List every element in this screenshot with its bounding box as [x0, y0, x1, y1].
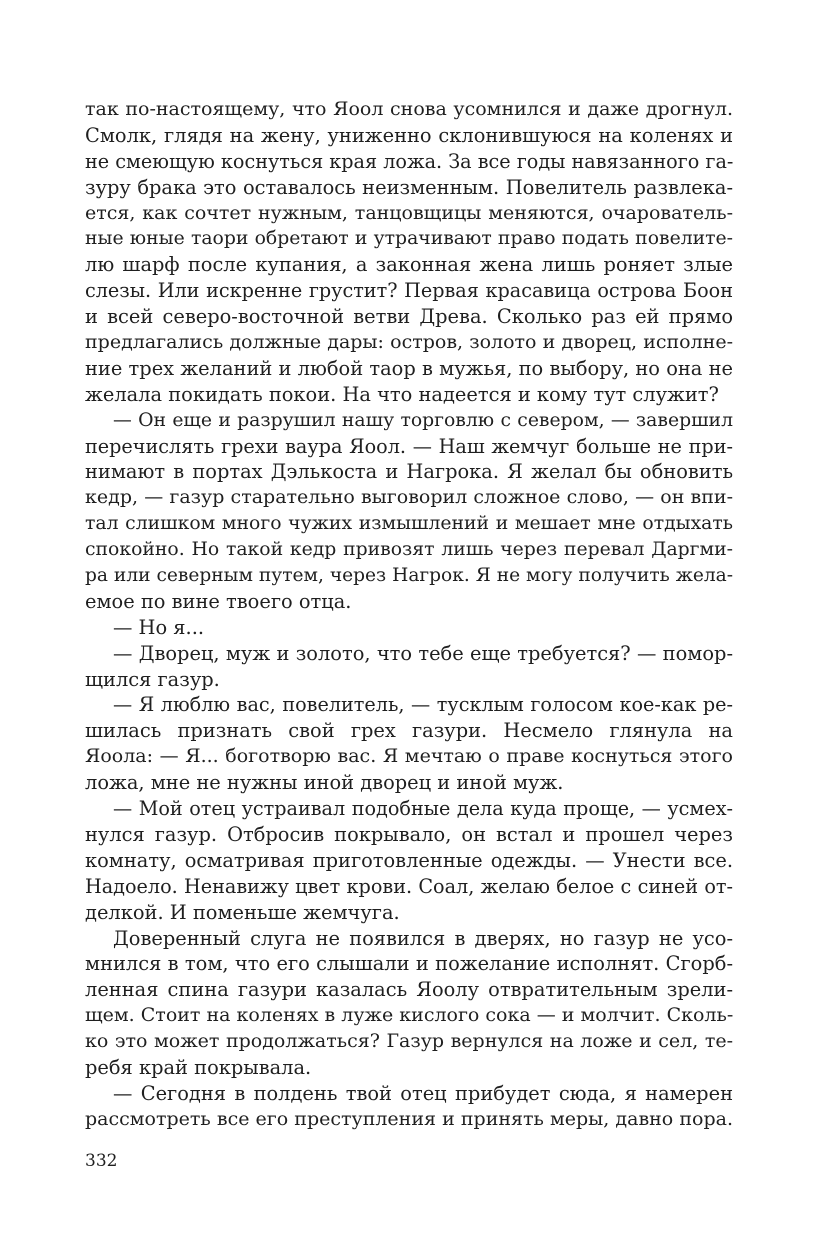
text-line: — Дворец, муж и золото, что тебе еще требуется? — помор- [113, 641, 733, 665]
text-line: ребя край покрывала. [85, 1055, 312, 1079]
text-line: не смеющую коснуться края ложа. За все годы навязанного га- [85, 149, 734, 173]
text-line: лю шарф после купания, а законная жена лишь роняет злые [85, 253, 733, 277]
text-line: ется, как сочтет нужным, танцовщицы меняются, очарователь- [85, 201, 733, 224]
text-line: мнился в том, что его слышали и пожелание исполнят. Сгорб- [85, 952, 733, 976]
text-line: предлагались должные дары: остров, золото и дворец, исполне- [85, 331, 733, 354]
text-line: — Но я... [113, 615, 205, 639]
text-line: спокойно. Но такой кедр привозят лишь через перевал Даргми- [85, 539, 733, 561]
text-line: щился газур. [85, 667, 220, 691]
text-line: щем. Стоит на коленях в луже кислого сока — и молчит. Сколь- [85, 1004, 734, 1027]
text-line: и всей северо-восточной ветви Древа. Сколько раз ей прямо [85, 305, 733, 329]
text-line: так по-настоящему, что Яоол снова усомнился и даже дрогнул. [85, 98, 733, 120]
text-line: нимают в портах Дэлькоста и Нагрока. Я желал бы обновить [85, 460, 733, 484]
text-line: ложа, мне не нужны иной дворец и иной муж. [85, 771, 564, 795]
text-line: Доверенный слуга не появился в дверях, но газур не усо- [113, 926, 733, 950]
text-line: емое по вине твоего отца. [85, 589, 352, 613]
text-line: — Он еще и разрушил нашу торговлю с севером, — завершил [113, 409, 733, 431]
text-line: шилась признать свой грех газури. Несмело глянула на [85, 719, 733, 743]
text-line: ные юные таори обретают и утрачивают право подать повелите- [85, 228, 733, 250]
body-text [85, 97, 733, 1133]
text-line: нулся газур. Отбросив покрывало, он встал и прошел через [85, 822, 733, 846]
text-line: комнату, осматривая приготовленные одежды. — Унести все. [85, 848, 733, 872]
text-line: ра или северным путем, через Нагрок. Я не могу получить жела- [85, 565, 733, 587]
text-line: зуру брака это оставалось неизменным. Повелитель развлека- [85, 175, 733, 199]
text-line: делкой. И поменьше жемчуга. [85, 900, 400, 924]
text-line: — Сегодня в полдень твой отец прибудет сюда, я намерен [113, 1081, 733, 1105]
text-line: Яоола: — Я... боготворю вас. Я мечтаю о праве коснуться этого [85, 745, 733, 768]
text-line: — Я люблю вас, повелитель, — тусклым голосом кое-как ре- [113, 693, 733, 717]
text-line: ленная спина газури казалась Яоолу отвратительным зрели- [85, 978, 733, 1002]
text-line: тал слишком много чужих измышлений и мешает мне отдыхать [85, 513, 733, 535]
text-line: ние трех желаний и любой таор в мужья, по выбору, но она не [85, 356, 733, 380]
text-line: ко это может продолжаться? Газур вернулся на ложе и сел, те- [85, 1030, 733, 1053]
page-number: 332 [85, 1151, 118, 1171]
text-line: слезы. Или искренне грустит? Первая красавица острова Боон [85, 279, 733, 303]
text-line: Смолк, глядя на жену, униженно склонившуюся на коленях и [85, 123, 733, 147]
text-line: перечислять грехи ваура Яоол. — Наш жемчуг больше не при- [85, 434, 733, 458]
text-line: Надоело. Ненавижу цвет крови. Соал, желаю белое с синей от- [85, 874, 733, 898]
text-line: желала покидать покои. На что надеется и кому тут служит? [85, 382, 719, 406]
text-line: — Мой отец устраивал подобные дела куда проще, — усмех- [113, 797, 733, 821]
text-line: кедр, — газур старательно выговорил сложное слово, — он впи- [85, 486, 733, 509]
text-line: рассмотреть все его преступления и принять меры, давно пора. [85, 1107, 733, 1130]
